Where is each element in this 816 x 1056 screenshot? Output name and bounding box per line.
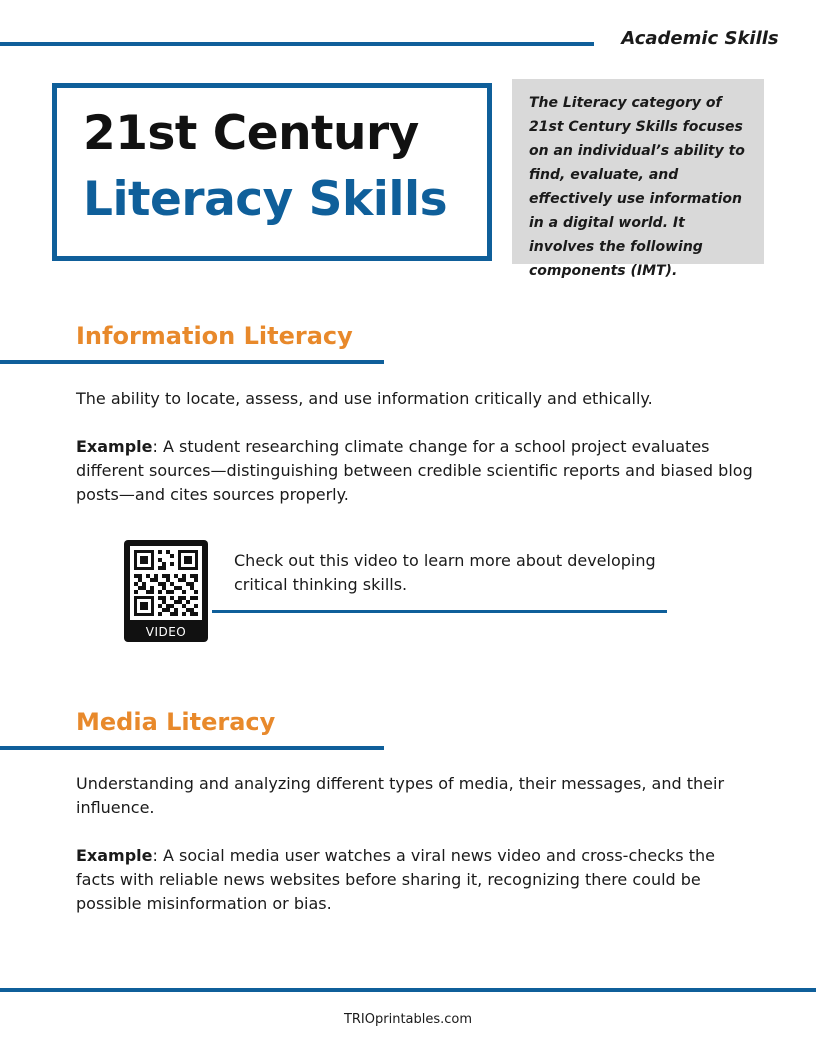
qr-code-icon[interactable] (130, 546, 202, 620)
video-label: VIDEO (145, 625, 187, 639)
footer-rule (0, 988, 816, 992)
example-text: : A social media user watches a viral news video and cross-checks the facts with reliable news websites before sharing it, recognizing there could be possible misinformation or bias. (76, 846, 715, 913)
title-box (52, 83, 492, 261)
section-heading-information-literacy: Information Literacy (76, 322, 353, 350)
example-label: Example (76, 437, 153, 456)
section-rule-media-literacy (0, 746, 384, 750)
media-literacy-example (76, 844, 756, 916)
page-title-line1: 21st Century (83, 106, 419, 161)
information-literacy-definition: The ability to locate, assess, and use information critically and ethically. (76, 389, 653, 408)
section-heading-media-literacy: Media Literacy (76, 708, 276, 736)
footer-site[interactable]: TRIOprintables.com (343, 1012, 473, 1027)
video-qr-card[interactable] (124, 540, 208, 642)
page-title-line2: Literacy Skills (83, 172, 448, 227)
section-rule-information-literacy (0, 360, 384, 364)
media-literacy-definition: Understanding and analyzing different types of media, their messages, and their influence. (76, 774, 725, 817)
intro-box (512, 79, 764, 279)
example-text: : A student researching climate change for a school project evaluates different sources—distinguishing between credible scientific reports and biased blog posts—and cites sources properly. (76, 437, 753, 504)
intro-text: The Literacy category of 21st Century Skills focuses on an individual’s ability to find, evaluate, and effectively use information in a digital world. It involves the following components (IMT). (529, 95, 745, 279)
header-category: Academic Skills (621, 28, 779, 49)
video-rule (212, 610, 667, 613)
video-description: Check out this video to learn more about developing critical thinking skills. (234, 551, 656, 594)
example-label: Example (76, 846, 153, 865)
header-rule (0, 42, 594, 46)
information-literacy-example (76, 435, 756, 507)
